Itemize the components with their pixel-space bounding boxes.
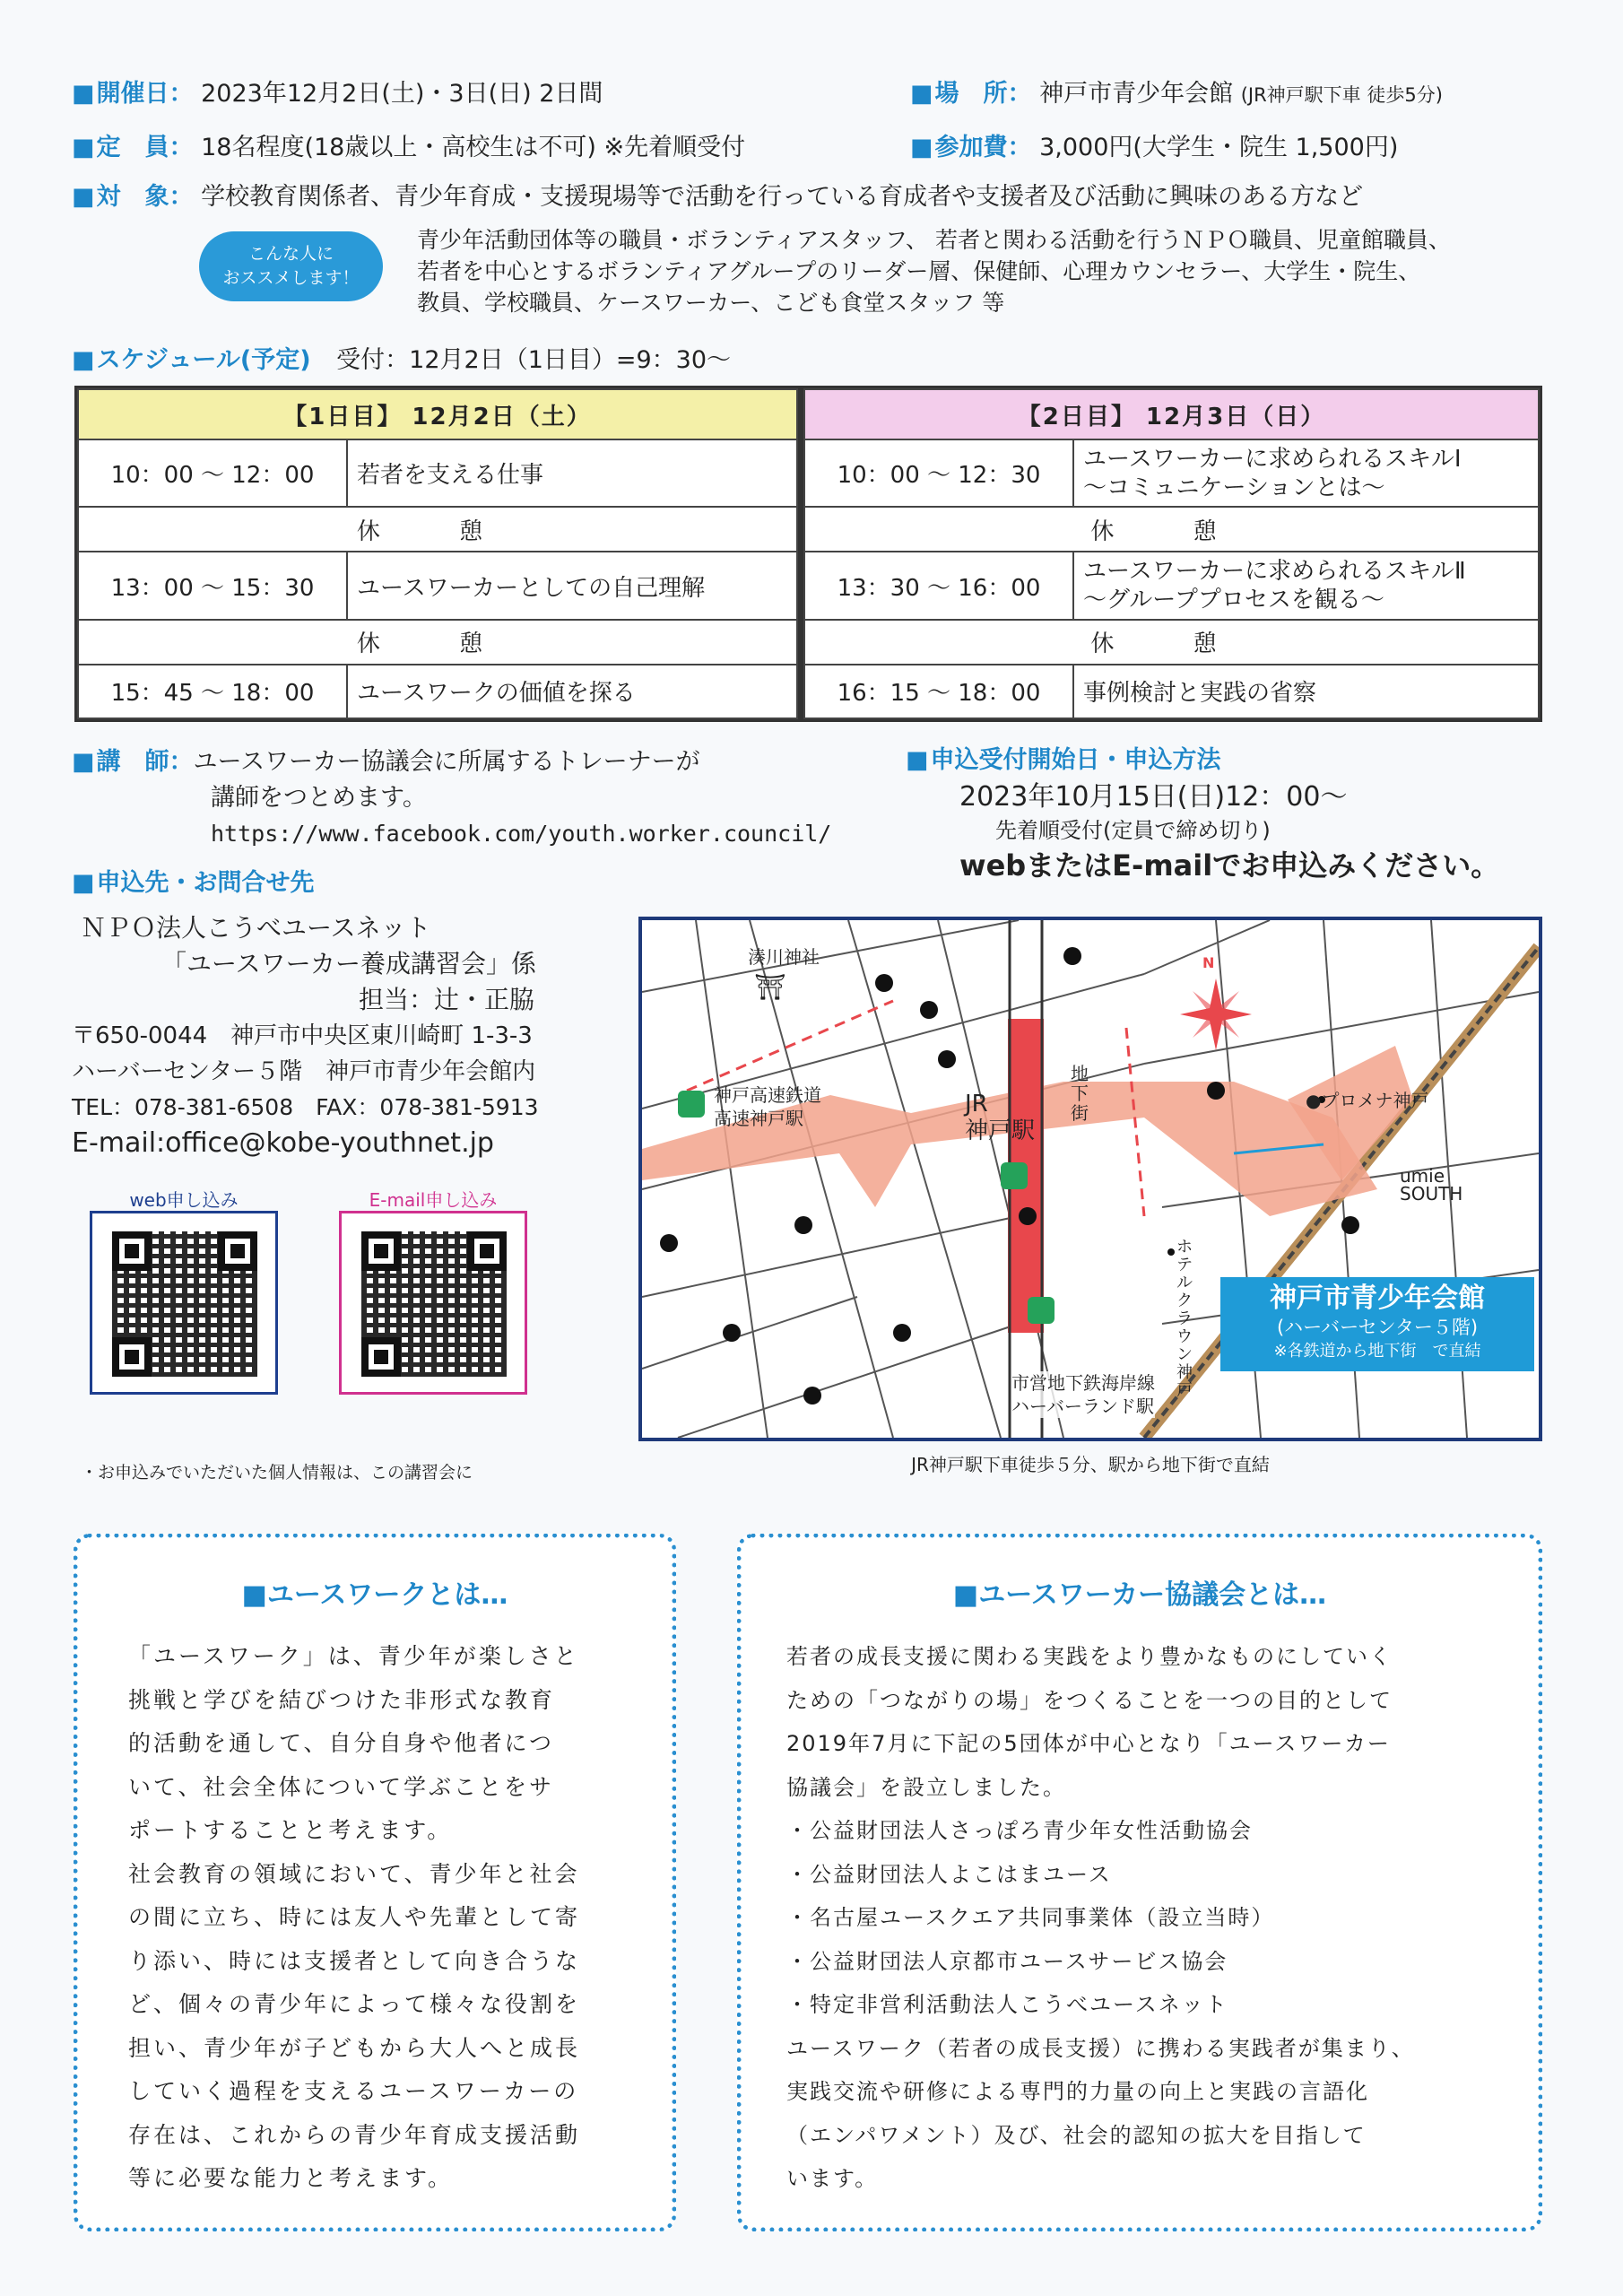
contact-address1: 〒650-0044 神戸市中央区東川崎町 1-3-3 — [72, 1022, 533, 1049]
text-line: 2019年7月に下記の5団体が中心となり「ユースワーカー — [786, 1731, 1391, 1756]
text-line: （エンパワメント）及び、社会的認知の拡大を目指して — [786, 2122, 1367, 2148]
target-label: ■ 対 象： — [72, 183, 194, 211]
council-heading: ■ユースワーカー協議会とは… — [952, 1579, 1327, 1611]
map-label-subway — [1011, 1371, 1155, 1418]
fee-value: 3,000円(大学生・院生 1,500円) — [1039, 134, 1399, 161]
fee-row — [910, 130, 1398, 166]
venue-row — [910, 76, 1443, 113]
recommend-badge: こんな人に おススメします！ — [199, 231, 383, 301]
station-name: 高速神戸駅 — [714, 1108, 803, 1129]
text-line: ・特定非営利活動法人こうべユースネット — [786, 1992, 1228, 2017]
station-name: 神戸高速鉄道 — [714, 1084, 821, 1106]
application-label: ■ 申込受付開始日・申込方法 — [906, 743, 1499, 778]
text-line: ・名古屋ユースクエア共同事業体（設立当時） — [786, 1905, 1275, 1930]
text-line: 的活動を通して、自分自身や他者につ — [128, 1730, 555, 1756]
application-section — [906, 743, 1499, 886]
station-name: JR — [965, 1091, 988, 1118]
text-line: 実践交流や研修による専門的力量の向上と実践の言語化 — [786, 2079, 1369, 2104]
qr-finder — [361, 1337, 401, 1377]
date-value: 2023年12月2日(土)・3日(日) 2日間 — [201, 80, 603, 108]
map-label-umie — [1400, 1167, 1462, 1203]
text-line: いて、社会全体について学ぶことをサ — [128, 1773, 555, 1800]
text-line: ユースワーク（若者の成長支援）に携わる実践者が集まり、 — [786, 2035, 1415, 2061]
text-line: ための「つながりの場」をつくることを一つの目的として — [786, 1687, 1393, 1713]
session-time: 10：00 ～ 12：00 — [78, 439, 347, 507]
youthwork-box — [74, 1534, 676, 2231]
council-text — [786, 1635, 1538, 2201]
contact-dept: 「ユースワーカー養成講習会」係 — [161, 949, 537, 978]
session-time: 13：30 ～ 16：00 — [804, 552, 1073, 619]
contact-person: 担当：辻・正脇 — [359, 985, 535, 1014]
council-box — [737, 1534, 1542, 2231]
date-label: ■ 開催日： — [72, 80, 194, 108]
application-date: 2023年10月15日(日)12：00～ — [959, 781, 1348, 813]
session-time: 15：45 ～ 18：00 — [78, 665, 347, 718]
qr-finder — [467, 1231, 507, 1271]
qr-finder — [112, 1231, 152, 1271]
map-label-promena: ●プロメナ神戸 — [1306, 1090, 1429, 1111]
day2-header: 【2日目】 12月3日（日） — [804, 389, 1539, 439]
text-line: 若者の成長支援に関わる実践をより豊かなものにしていく — [786, 1644, 1393, 1669]
venue-callout-floor: (ハーバーセンター５階) — [1276, 1317, 1479, 1338]
capacity-row — [72, 130, 745, 166]
recommend-line: 若者を中心とするボランティアグループのリーダー層、保健師、心理カウンセラー、大学生・院生、 — [417, 258, 1421, 284]
lecturer-url[interactable]: https://www.facebook.com/youth.worker.council/ — [211, 821, 832, 847]
lecturer-line2: 講師をつとめます。 — [211, 784, 427, 812]
schedule-day1 — [74, 386, 801, 722]
text-line: り添い、時には支援者として向き合うな — [128, 1947, 581, 1974]
venue-callout-note: ※各鉄道から地下街 で直結 — [1273, 1342, 1481, 1361]
text-line: 担い、青少年が子どもから大人へと成長 — [128, 2034, 581, 2061]
map-label-kosoku — [714, 1083, 821, 1130]
text-line: ど、個々の青少年によって様々な役割を — [128, 1991, 581, 2017]
torii-icon: ⛩ — [754, 972, 786, 1002]
access-map — [638, 917, 1542, 1441]
reception-time: 受付：12月2日（1日目）=9：30～ — [336, 346, 732, 374]
lecturer-section — [72, 744, 831, 852]
session-time: 13：00 ～ 15：30 — [78, 552, 347, 619]
building-name: umie — [1400, 1165, 1445, 1187]
target-row — [72, 179, 1363, 215]
application-note: 先着順受付(定員で締め切り) — [995, 818, 1271, 843]
break-label: 休 憩 — [804, 507, 1539, 552]
map-label-chika: 地下街 — [1071, 1063, 1089, 1124]
text-line: ・公益財団法人さっぽろ青少年女性活動協会 — [786, 1818, 1253, 1843]
qr-web-box[interactable] — [90, 1211, 278, 1395]
north-label: N — [1202, 954, 1215, 971]
qr-finder — [361, 1231, 401, 1271]
schedule-label: ■ スケジュール(予定) — [72, 346, 311, 374]
target-value: 学校教育関係者、青少年育成・支援現場等で活動を行っている育成者や支援者及び活動に興味のある方など — [201, 183, 1364, 211]
qr-web-label: web申し込み — [129, 1189, 239, 1211]
break-label: 休 憩 — [78, 620, 797, 665]
text-line: ポートすることと考えます。 — [128, 1817, 453, 1843]
text-line: 協議会」を設立しました。 — [786, 1774, 1066, 1800]
venue-callout — [1220, 1277, 1534, 1371]
capacity-value: 18名程度(18歳以上・高校生は不可) ※先着順受付 — [201, 134, 746, 161]
venue-callout-name: 神戸市青少年会館 — [1270, 1283, 1485, 1314]
youthwork-text — [128, 1635, 672, 2201]
day1-header: 【1日目】 12月2日（土） — [78, 389, 797, 439]
break-label: 休 憩 — [78, 507, 797, 552]
schedule-heading — [72, 343, 731, 378]
map-label-hotel: ホテルクラウン神戸 — [1176, 1238, 1193, 1400]
map-caption: JR神戸駅下車徒歩５分、駅から地下街で直結 — [911, 1454, 1270, 1475]
youthwork-heading: ■ユースワークとは… — [241, 1579, 508, 1611]
text-line: 「ユースワーク」は、青少年が楽しさと — [128, 1643, 579, 1669]
contact-email[interactable]: E-mail:office@kobe-youthnet.jp — [72, 1127, 494, 1159]
text-line: ・公益財団法人京都市ユースサービス協会 — [786, 1948, 1228, 1974]
capacity-label: ■ 定 員： — [72, 134, 194, 161]
text-line: の間に立ち、時には友人や先輩として寄 — [128, 1904, 581, 1930]
venue-label: ■ 場 所： — [910, 80, 1032, 108]
session-title: ユースワーカーに求められるスキルⅡ — [1083, 558, 1466, 586]
session-title: 若者を支える仕事 — [347, 439, 797, 507]
text-line: 社会教育の領域において、青少年と社会 — [128, 1860, 580, 1887]
application-method: webまたはE-mailでお申込みください。 — [959, 848, 1500, 883]
session-time: 10：00 ～ 12：30 — [804, 439, 1073, 507]
venue-note: (JR神戸駅下車 徒歩5分) — [1240, 84, 1443, 106]
qr-finder — [218, 1231, 257, 1271]
contact-tel: TEL：078-381-6508 FAX：078-381-5913 — [72, 1094, 539, 1120]
text-line: 存在は、これからの青少年育成支援活動 — [128, 2121, 581, 2148]
lecturer-label: ■ 講 師： — [72, 748, 194, 776]
station-name: 神戸駅 — [965, 1118, 1036, 1144]
lecturer-line1: ユースワーカー協議会に所属するトレーナーが — [193, 748, 700, 776]
recommend-line: 青少年活動団体等の職員・ボランティアスタッフ、 若者と関わる活動を行うＮＰＯ職員、児童館職員、 — [417, 227, 1451, 253]
note-line: ・お申込みでいただいた個人情報は、この講習会に — [81, 1463, 473, 1483]
station-name: ハーバーランド駅 — [1011, 1396, 1154, 1417]
session-subtitle: ～コミュニケーションとは～ — [1083, 474, 1385, 501]
building-name: SOUTH — [1400, 1183, 1463, 1205]
contact-address2: ハーバーセンター５階 神戸市青少年会館内 — [72, 1058, 536, 1085]
session-title: ユースワークの価値を探る — [347, 665, 797, 718]
contact-block — [72, 910, 539, 1161]
contact-label: ■ 申込先・お問合せ先 — [72, 865, 315, 901]
session-subtitle: ～グループプロセスを観る～ — [1083, 587, 1384, 614]
session-title: ユースワーカーとしての自己理解 — [347, 552, 797, 619]
date-row — [72, 76, 603, 112]
station-name: 市営地下鉄海岸線 — [1011, 1372, 1155, 1394]
venue-value: 神戸市青少年会館 — [1039, 80, 1234, 108]
map-label-shrine: 湊川神社 — [748, 946, 820, 968]
text-line: 挑戦と学びを結びつけた非形式な教育 — [128, 1686, 556, 1713]
session-title: 事例検討と実践の省察 — [1083, 680, 1317, 708]
recommend-list — [417, 224, 1451, 318]
qr-mail-box[interactable] — [339, 1211, 527, 1395]
session-time: 16：15 ～ 18：00 — [804, 665, 1073, 718]
break-label: 休 憩 — [804, 620, 1539, 665]
qr-finder — [112, 1337, 152, 1377]
schedule-day2 — [801, 386, 1542, 722]
map-label-jr — [965, 1091, 1035, 1144]
text-line: していく過程を支えるユースワーカーの — [128, 2078, 579, 2104]
contact-org: ＮＰＯ法人こうべユースネット — [81, 913, 431, 943]
text-line: 等に必要な能力と考えます。 — [128, 2165, 454, 2191]
fee-label: ■ 参加費： — [910, 134, 1032, 161]
text-line: ・公益財団法人よこはまユース — [786, 1861, 1112, 1887]
session-title: ユースワーカーに求められるスキルⅠ — [1083, 445, 1462, 473]
text-line: います。 — [786, 2166, 879, 2191]
recommend-line: 教員、学校職員、ケースワーカー、こども食堂スタッフ 等 — [417, 290, 1005, 316]
qr-mail-label: E-mail申し込み — [369, 1189, 498, 1211]
